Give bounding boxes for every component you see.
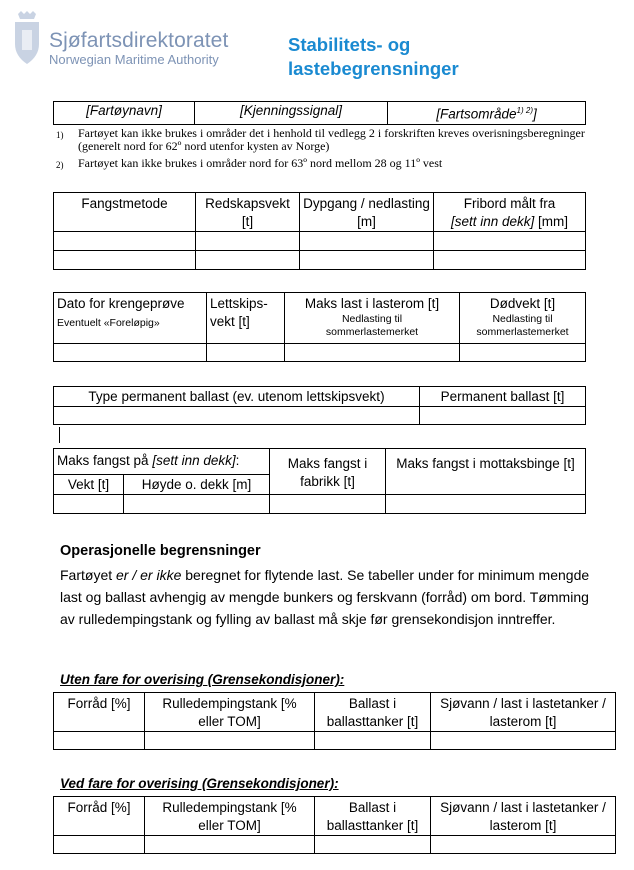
table-cell[interactable] bbox=[285, 344, 460, 362]
icing-table bbox=[53, 796, 616, 854]
table-cell[interactable] bbox=[54, 836, 145, 854]
vessel-name-cell[interactable]: [Fartøynavn] bbox=[54, 102, 195, 125]
header-maks-fangst-dekk: Maks fangst på [sett inn dekk]: bbox=[54, 449, 270, 475]
table-cell[interactable] bbox=[54, 732, 145, 750]
header-forrad: Forråd [%] bbox=[54, 693, 145, 732]
trade-area-cell[interactable]: [Fartsområde$^{1) 2)}$] bbox=[388, 102, 586, 125]
vessel-table bbox=[53, 101, 586, 125]
table-cell[interactable] bbox=[420, 407, 586, 425]
table-cell[interactable] bbox=[124, 495, 270, 514]
header-krengeprove: Dato for krengeprøve Eventuelt «Foreløpig» bbox=[54, 293, 207, 344]
header-vekt: Vekt [t] bbox=[54, 475, 124, 495]
table-cell[interactable] bbox=[54, 251, 196, 270]
table-cell[interactable] bbox=[54, 344, 207, 362]
table-cell[interactable] bbox=[460, 344, 586, 362]
permanent-ballast-table bbox=[53, 386, 586, 425]
header-maks-fangst-fabrikk: Maks fangst i fabrikk [t] bbox=[270, 449, 386, 495]
table-cell[interactable] bbox=[300, 251, 434, 270]
header-rulledempingstank: Rulledempingstank [% eller TOM] bbox=[145, 797, 315, 836]
header-ballast-tanker: Ballast i ballasttanker [t] bbox=[315, 797, 431, 836]
header-sjovann: Sjøvann / last i lastetanker / lasterom [t] bbox=[431, 693, 616, 732]
operational-paragraph: Fartøyet er / er ikke beregnet for flytende last. Se tabeller under for minimum mengde last og ballast avhengig av mengde bunkers og ferskvann (forråd) om bord. Tømming av rulledempingstank og fylling av ballast må skje før grensekondisjon inntreffer. bbox=[60, 567, 590, 627]
table-cell[interactable] bbox=[431, 836, 616, 854]
logo-subtitle: Norwegian Maritime Authority bbox=[49, 52, 219, 67]
header-rulledempingstank: Rulledempingstank [% eller TOM] bbox=[145, 693, 315, 732]
table-cell[interactable] bbox=[54, 495, 124, 514]
header-maks-last: Maks last i lasterom [t] Nedlasting til sommerlastemerket bbox=[285, 293, 460, 344]
header-permanent-ballast: Permanent ballast [t] bbox=[420, 387, 586, 407]
section-heading-operational: Operasjonelle begrensninger bbox=[60, 543, 261, 559]
header-ballast-type: Type permanent ballast (ev. utenom lettskipsvekt) bbox=[54, 387, 420, 407]
table-cell[interactable] bbox=[196, 232, 300, 251]
header-ballast-tanker: Ballast i ballasttanker [t] bbox=[315, 693, 431, 732]
call-sign-cell[interactable]: [Kjenningssignal] bbox=[195, 102, 388, 125]
header-dypgang: Dypgang / nedlasting [m] bbox=[300, 193, 434, 232]
table-cell[interactable] bbox=[315, 732, 431, 750]
header-fangstmetode: Fangstmetode bbox=[54, 193, 196, 232]
table-cell[interactable] bbox=[145, 836, 315, 854]
table-cell[interactable] bbox=[434, 251, 586, 270]
header-dodvekt: Dødvekt [t] Nedlasting til sommerlastemerket bbox=[460, 293, 586, 344]
header-sjovann: Sjøvann / last i lastetanker / lasterom [t] bbox=[431, 797, 616, 836]
table-cell[interactable] bbox=[300, 232, 434, 251]
fishing-method-table bbox=[53, 192, 586, 270]
table-cell[interactable] bbox=[431, 732, 616, 750]
section-heading-no-icing: Uten fare for overising (Grensekondisjoner): bbox=[60, 672, 345, 687]
footnote-2: 2) Fartøyet kan ikke brukes i områder nord for 63º nord mellom 28 og 11º vest bbox=[56, 156, 443, 170]
table-cell[interactable] bbox=[315, 836, 431, 854]
logo-name: Sjøfartsdirektoratet bbox=[49, 29, 229, 52]
text-cursor bbox=[59, 427, 60, 443]
lightship-table bbox=[53, 292, 586, 362]
header-hoyde: Høyde o. dekk [m] bbox=[124, 475, 270, 495]
header-lettskipsvekt: Lettskips-vekt [t] bbox=[207, 293, 285, 344]
table-cell[interactable] bbox=[434, 232, 586, 251]
table-cell[interactable] bbox=[207, 344, 285, 362]
header-fribord: Fribord målt fra [sett inn dekk] [mm] bbox=[434, 193, 586, 232]
no-icing-table bbox=[53, 692, 616, 750]
coat-of-arms-icon bbox=[10, 10, 44, 68]
table-cell[interactable] bbox=[270, 495, 386, 514]
header-forrad: Forråd [%] bbox=[54, 797, 145, 836]
table-cell[interactable] bbox=[54, 407, 420, 425]
section-heading-icing: Ved fare for overising (Grensekondisjoner): bbox=[60, 776, 339, 791]
page-title: Stabilitets- og lastebegrensninger bbox=[288, 34, 459, 79]
table-cell[interactable] bbox=[196, 251, 300, 270]
footnote-1: 1) Fartøyet kan ikke brukes i områder det i henhold til vedlegg 2 i forskriften kreves overisningsberegninger (generelt nord for 62º nord utenfor kysten av Norge) bbox=[56, 126, 585, 153]
max-catch-table bbox=[53, 448, 586, 514]
header-redskapsvekt: Redskapsvekt [t] bbox=[196, 193, 300, 232]
table-cell[interactable] bbox=[145, 732, 315, 750]
table-cell[interactable] bbox=[54, 232, 196, 251]
header-maks-fangst-binge: Maks fangst i mottaksbinge [t] bbox=[386, 449, 586, 495]
table-cell[interactable] bbox=[386, 495, 586, 514]
